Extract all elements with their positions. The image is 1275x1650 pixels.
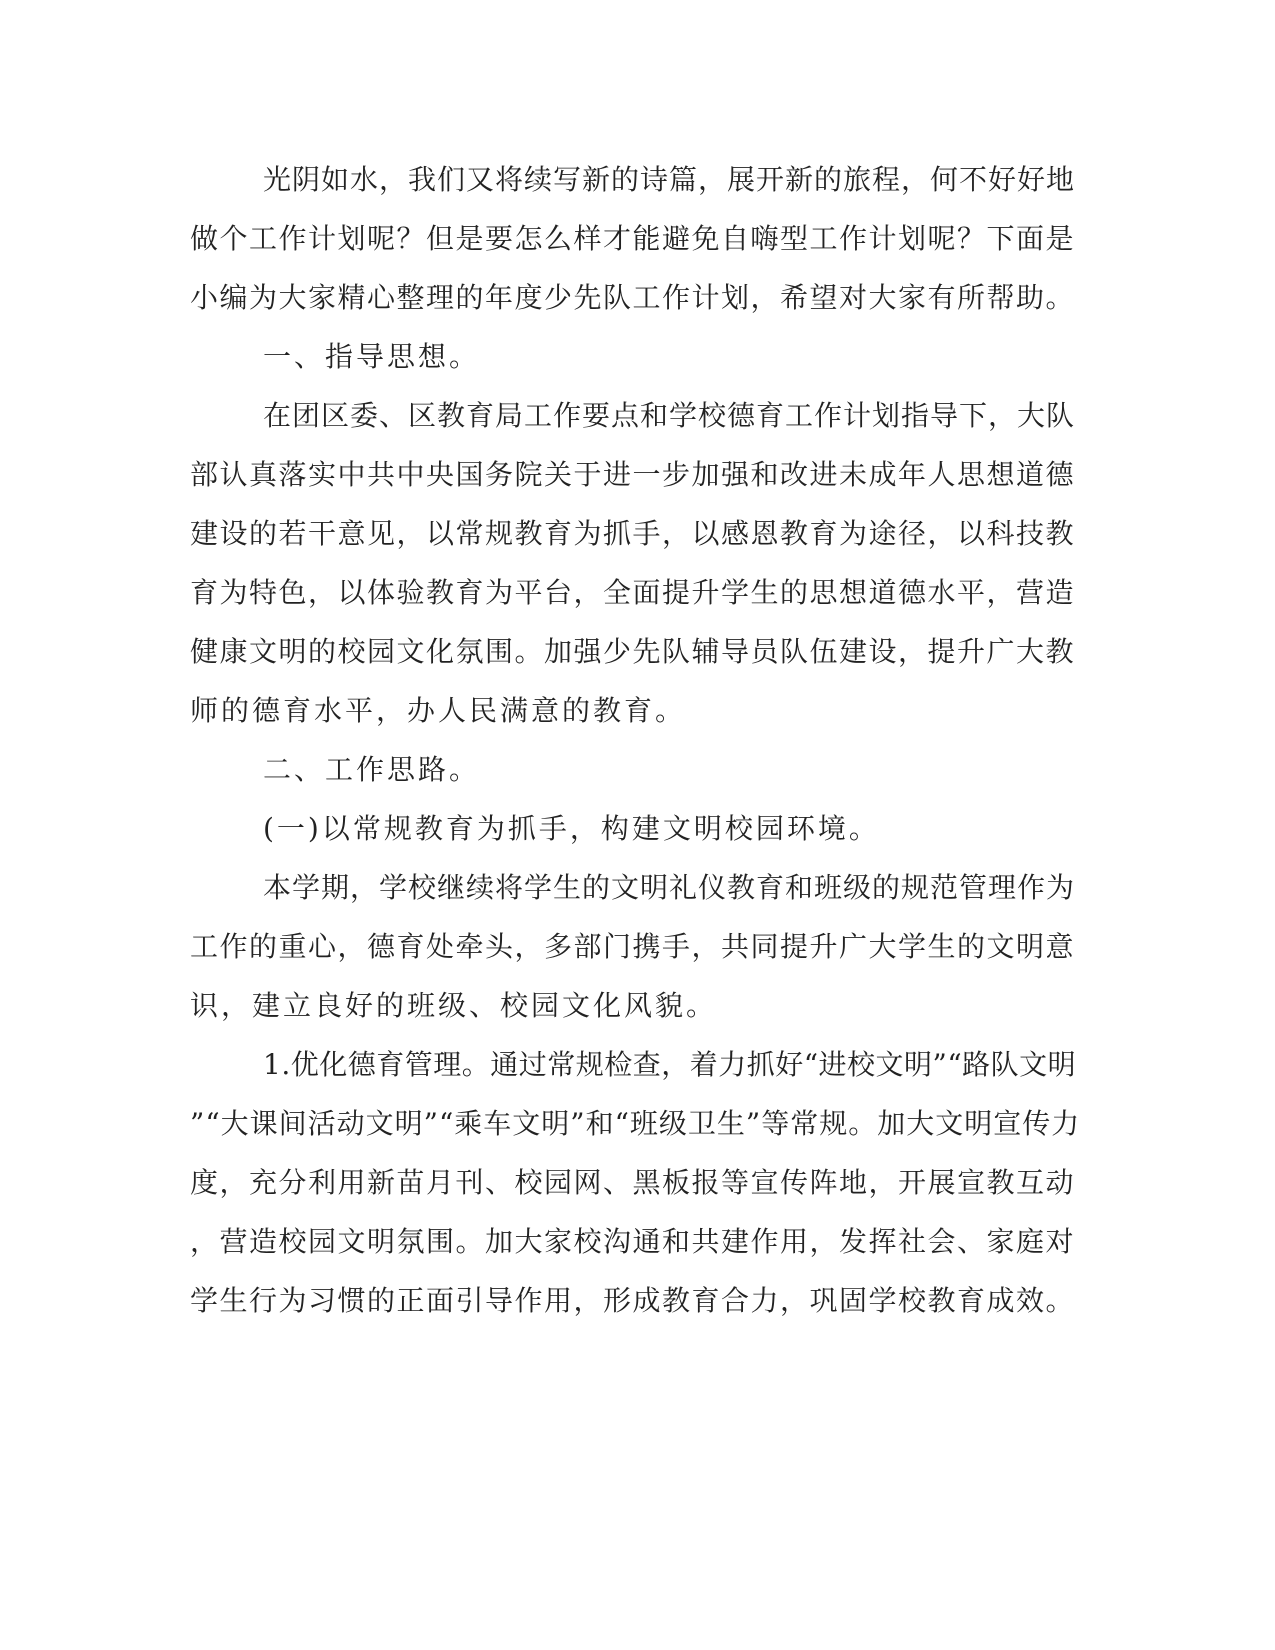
paragraph-intro-line-3: 小编为大家精心整理的年度少先队工作计划，希望对大家有所帮助。 [190, 281, 1076, 314]
paragraph-ideology-line-5: 健康文明的校园文化氛围。加强少先队辅导员队伍建设，提升广大教 [190, 635, 1076, 668]
paragraph-item1-line-3: 度，充分利用新苗月刊、校园网、黑板报等宣传阵地，开展宣教互动 [190, 1166, 1076, 1199]
paragraph-ideology-line-1: 在团区委、区教育局工作要点和学校德育工作计划指导下，大队 [263, 399, 1076, 432]
paragraph-intro-line-2: 做个工作计划呢？但是要怎么样才能避免自嗨型工作计划呢？下面是 [190, 222, 1076, 255]
paragraph-ideology-line-2: 部认真落实中共中央国务院关于进一步加强和改进未成年人思想道德 [190, 458, 1076, 491]
paragraph-item1-line-2: ”“大课间活动文明”“乘车文明”和“班级卫生”等常规。加大文明宣传力 [190, 1107, 1081, 1140]
paragraph-ideology-line-3: 建设的若干意见，以常规教育为抓手，以感恩教育为途径，以科技教 [190, 517, 1076, 550]
paragraph-semester-line-1: 本学期，学校继续将学生的文明礼仪教育和班级的规范管理作为 [263, 871, 1076, 904]
paragraph-item1-line-1: 1.优化德育管理。通过常规检查，着力抓好“进校文明”“路队文明 [263, 1048, 1077, 1081]
paragraph-semester-line-2: 工作的重心，德育处牵头，多部门携手，共同提升广大学生的文明意 [190, 930, 1076, 963]
section-heading-guiding-ideology: 一、指导思想。 [263, 340, 481, 373]
paragraph-ideology-line-4: 育为特色，以体验教育为平台，全面提升学生的思想道德水平，营造 [190, 576, 1076, 609]
subsection-heading-1: (一)以常规教育为抓手，构建文明校园环境。 [263, 812, 880, 845]
section-heading-work-approach: 二、工作思路。 [263, 753, 481, 786]
paragraph-intro-line-1: 光阴如水，我们又将续写新的诗篇，展开新的旅程，何不好好地 [263, 163, 1076, 196]
paragraph-semester-line-3: 识，建立良好的班级、校园文化风貌。 [190, 989, 718, 1022]
paragraph-ideology-line-6: 师的德育水平，办人民满意的教育。 [190, 694, 687, 727]
paragraph-item1-line-5: 学生行为习惯的正面引导作用，形成教育合力，巩固学校教育成效。 [190, 1284, 1076, 1317]
paragraph-item1-line-4: ，营造校园文明氛围。加大家校沟通和共建作用，发挥社会、家庭对 [190, 1225, 1076, 1258]
